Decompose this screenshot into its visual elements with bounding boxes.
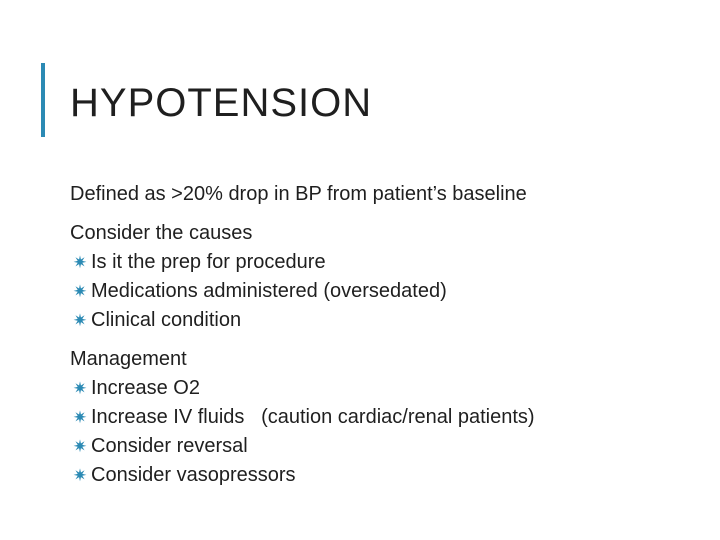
slide-body [70, 180, 710, 490]
management-item [70, 403, 710, 432]
asterisk-bullet-icon: ✷ [72, 253, 88, 272]
cause-item-text: Medications administered (oversedated) [91, 280, 447, 302]
management-item [70, 461, 710, 490]
management-block [70, 345, 710, 490]
asterisk-bullet-icon: ✷ [72, 437, 88, 456]
asterisk-bullet-icon: ✷ [72, 282, 88, 301]
cause-item-text: Is it the prep for procedure [91, 251, 326, 273]
management-heading: Management [70, 348, 187, 370]
management-item [70, 374, 710, 403]
asterisk-bullet-icon: ✷ [72, 379, 88, 398]
management-item-text: Increase IV fluids (caution cardiac/renal patients) [91, 406, 535, 428]
asterisk-bullet-icon: ✷ [72, 466, 88, 485]
definition-text: Defined as >20% drop in BP from patient’s baseline [70, 183, 527, 205]
asterisk-bullet-icon: ✷ [72, 408, 88, 427]
asterisk-bullet-icon: ✷ [72, 311, 88, 330]
title-accent-bar [41, 63, 45, 137]
cause-item-text: Clinical condition [91, 309, 242, 331]
causes-heading: Consider the causes [70, 222, 253, 244]
slide-title: HYPOTENSION [70, 81, 373, 125]
cause-item [70, 306, 710, 335]
causes-block [70, 219, 710, 335]
management-item-text: Increase O2 [91, 377, 200, 399]
management-item-text: Consider reversal [91, 435, 248, 457]
management-item-text: Consider vasopressors [91, 464, 296, 486]
cause-item [70, 248, 710, 277]
management-item [70, 432, 710, 461]
cause-item [70, 277, 710, 306]
definition-block [70, 180, 710, 209]
